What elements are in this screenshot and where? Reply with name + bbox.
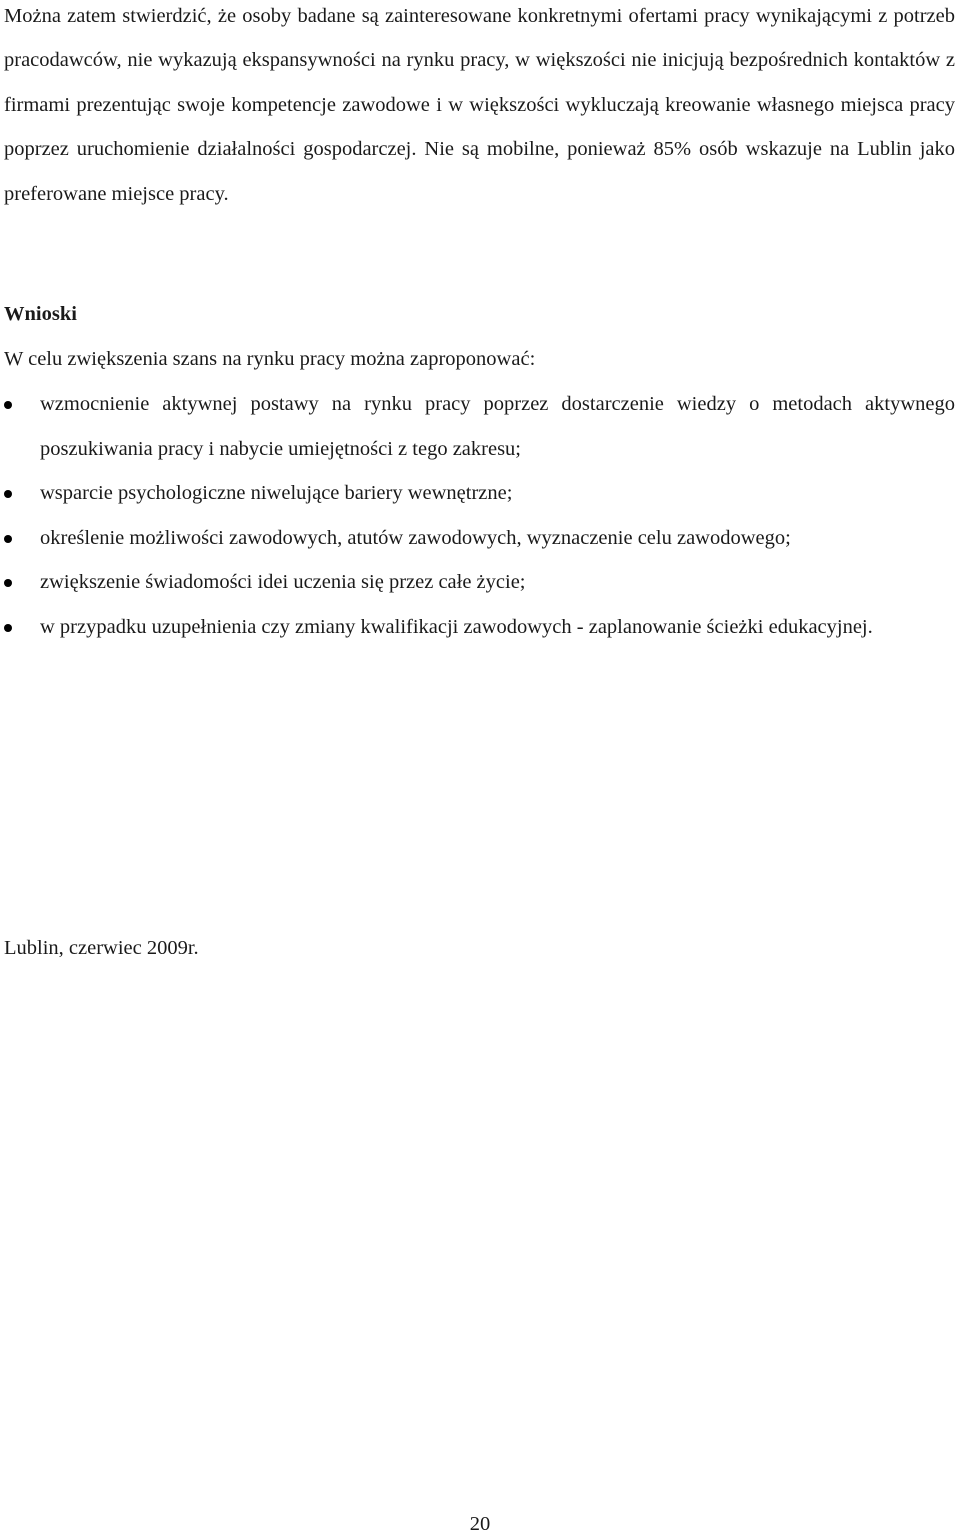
bullet-icon <box>4 490 12 498</box>
place-and-date: Lublin, czerwiec 2009r. <box>4 937 199 959</box>
section-intro: W celu zwiększenia szans na rynku pracy można zaproponować: <box>4 348 536 370</box>
bullet-icon <box>4 624 12 632</box>
conclusions-list <box>0 382 955 650</box>
list-item <box>0 382 955 471</box>
page-number: 20 <box>469 1513 491 1535</box>
list-item-text: wzmocnienie aktywnej postawy na rynku pracy poprzez dostarczenie wiedzy o metodach aktywnego poszukiwania pracy i nabycie umiejętności z tego zakresu; <box>40 393 955 460</box>
body-paragraph: Można zatem stwierdzić, że osoby badane są zainteresowane konkretnymi ofertami pracy wynikającymi z potrzeb pracodawców, nie wykazują ekspansywności na rynku pracy, w większości nie inicjują bezpośrednich kontaktów z firmami prezentując swoje kompetencje zawodowe i w większości wykluczają kreowanie własnego miejsca pracy poprzez uruchomienie działalności gospodarczej. Nie są mobilne, ponieważ 85% osób wskazuje na Lublin jako preferowane miejsce pracy. <box>4 5 955 205</box>
list-item-text: zwiększenie świadomości idei uczenia się przez całe życie; <box>40 571 526 594</box>
bullet-icon <box>4 535 12 543</box>
list-item-text: w przypadku uzupełnienia czy zmiany kwalifikacji zawodowych - zaplanowanie ścieżki edukacyjnej. <box>40 615 873 638</box>
bullet-icon <box>4 579 12 587</box>
list-item <box>0 516 955 561</box>
section-heading: Wnioski <box>4 303 77 325</box>
list-item <box>0 605 955 650</box>
list-item <box>0 471 955 516</box>
bullet-icon <box>4 401 12 409</box>
list-item <box>0 560 955 605</box>
list-item-text: wsparcie psychologiczne niwelujące bariery wewnętrzne; <box>40 482 513 505</box>
list-item-text: określenie możliwości zawodowych, atutów zawodowych, wyznaczenie celu zawodowego; <box>40 526 791 549</box>
